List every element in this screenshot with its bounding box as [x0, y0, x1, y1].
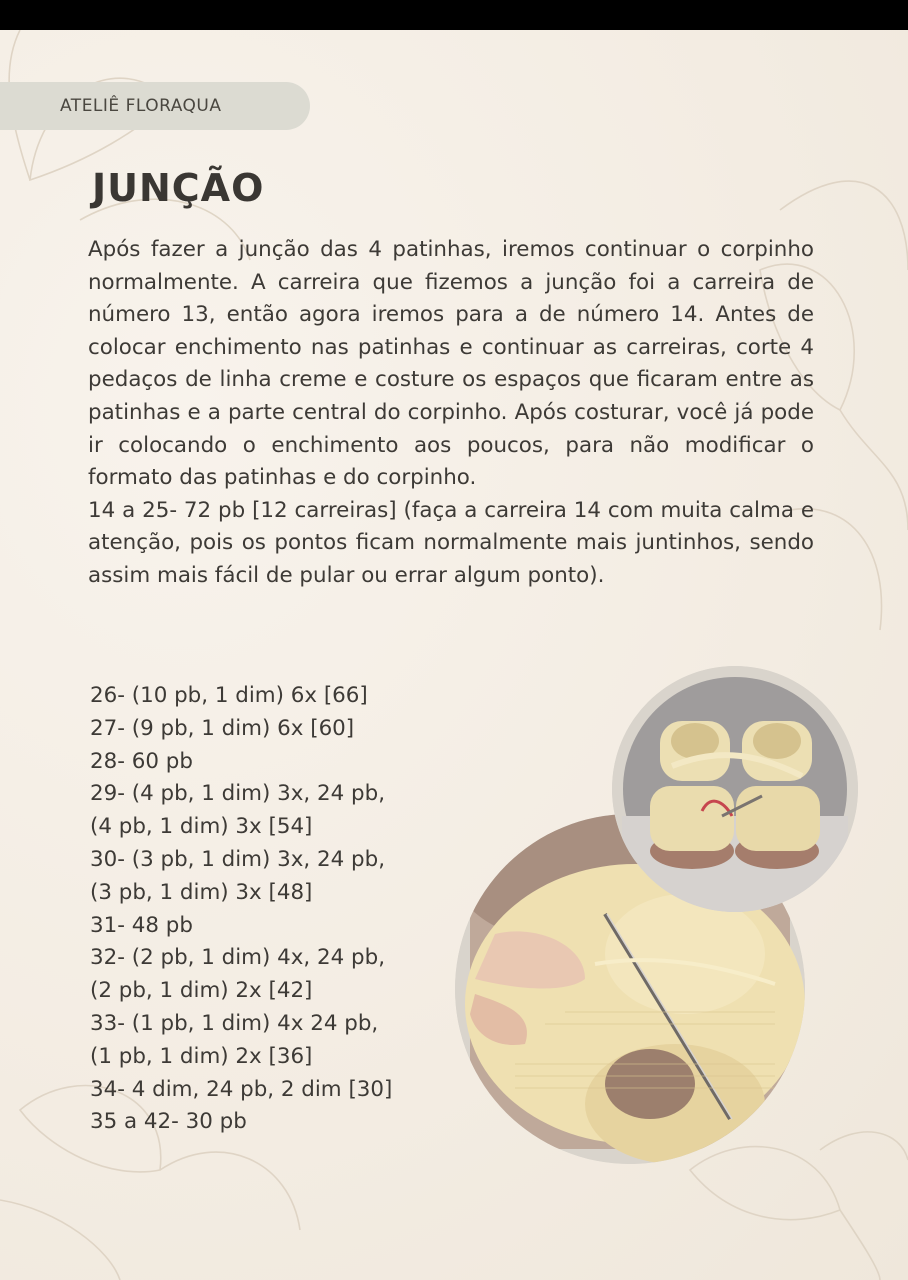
section-title: JUNÇÃO: [92, 166, 265, 210]
row-line: 30- (3 pb, 1 dim) 3x, 24 pb,: [90, 846, 385, 872]
top-black-bar: [0, 0, 908, 30]
document-page: [0, 30, 908, 1280]
row-line: 32- (2 pb, 1 dim) 4x, 24 pb,: [90, 945, 385, 971]
row-line: (3 pb, 1 dim) 3x [48]: [90, 879, 313, 905]
row-line: (1 pb, 1 dim) 2x [36]: [90, 1043, 313, 1069]
intro-paragraph: Após fazer a junção das 4 patinhas, iremos continuar o corpinho normalmente. A carreira que fizemos a junção foi a carreira de número 13, então agora iremos para a de número 14. Antes de colocar enchimento nas patinhas e continuar as carreiras, corte 4 pedaços de linha creme e costure os espaços que ficaram entre as patinhas e a parte central do corpinho. Após costurar, você já pode ir colocando o enchimento aos poucos, para não modificar o formato das patinhas e do corpinho.: [88, 237, 814, 491]
row-line: 28- 60 pb: [90, 748, 193, 774]
row-line: 35 a 42- 30 pb: [90, 1109, 247, 1135]
row-line: 29- (4 pb, 1 dim) 3x, 24 pb,: [90, 781, 385, 807]
instructions-text: [88, 234, 814, 593]
row-line: 26- (10 pb, 1 dim) 6x [66]: [90, 683, 368, 708]
row-instructions-list: [90, 680, 450, 1139]
legs-joined-photo: [612, 666, 858, 912]
rows-14-25-paragraph: 14 a 25- 72 pb [12 carreiras] (faça a carreira 14 com muita calma e atenção, pois os pontos ficam normalmente mais juntinhos, sendo assim mais fácil de pular ou errar algum ponto).: [88, 497, 814, 588]
row-line: 27- (9 pb, 1 dim) 6x [60]: [90, 715, 355, 741]
row-line: (4 pb, 1 dim) 3x [54]: [90, 814, 313, 840]
row-line: 33- (1 pb, 1 dim) 4x 24 pb,: [90, 1010, 379, 1036]
brand-name: ATELIÊ FLORAQUA: [60, 96, 222, 116]
row-line: 34- 4 dim, 24 pb, 2 dim [30]: [90, 1076, 393, 1102]
brand-label-pill: [0, 82, 310, 130]
row-line: (2 pb, 1 dim) 2x [42]: [90, 978, 313, 1004]
row-line: 31- 48 pb: [90, 912, 193, 938]
